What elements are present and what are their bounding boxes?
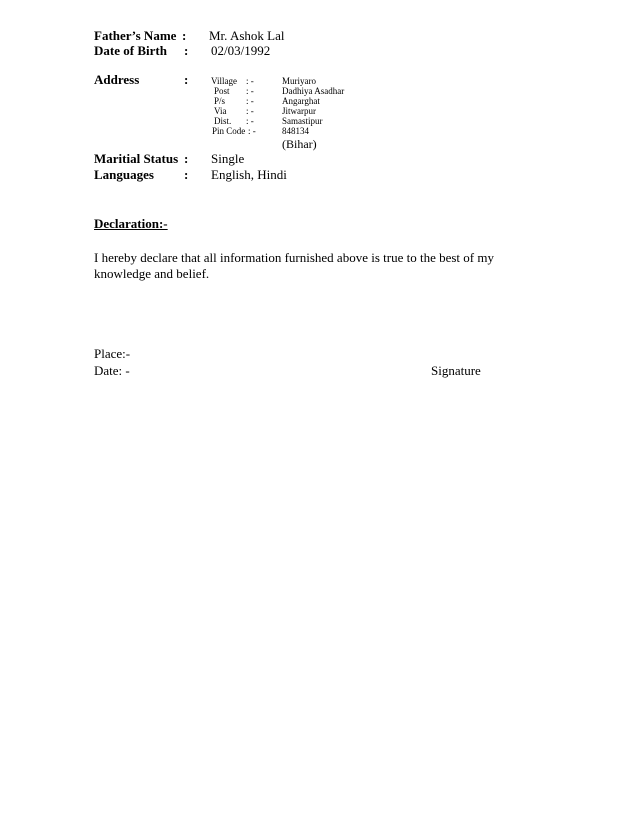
address-value-dist: Samastipur <box>282 116 323 126</box>
address-value-via: Jitwarpur <box>282 106 316 116</box>
address-sep-pincode: : - <box>248 126 256 136</box>
marital-status-label: Maritial Status <box>94 151 179 166</box>
address-key-ps: P/s <box>214 96 226 106</box>
fathers-name-label: Father’s Name <box>94 28 177 43</box>
address-key-dist: Dist. <box>214 116 232 126</box>
address-value-pincode: 848134 <box>282 126 309 136</box>
address-label: Address <box>94 72 140 87</box>
languages-colon: : <box>184 167 189 182</box>
address-colon: : <box>184 72 189 87</box>
languages-label: Languages <box>94 167 154 182</box>
address-value-post: Dadhiya Asadhar <box>282 86 345 96</box>
fathers-name-colon: : <box>182 28 187 43</box>
address-sep-village: : - <box>246 76 254 86</box>
languages-value: English, Hindi <box>211 167 287 182</box>
address-value-ps: Angarghat <box>282 96 320 106</box>
declaration-title: Declaration:- <box>94 216 168 231</box>
marital-status-colon: : <box>184 151 189 166</box>
signature-label: Signature <box>431 363 481 378</box>
address-value-village: Muriyaro <box>282 76 316 86</box>
address-key-post: Post <box>214 86 230 96</box>
declaration-text: I hereby declare that all information furnished above is true to the best of my knowledge and belief. <box>94 250 494 281</box>
address-sep-via: : - <box>246 106 254 116</box>
address-sep-post: : - <box>246 86 254 96</box>
address-state: (Bihar) <box>282 137 317 151</box>
date-of-birth-label: Date of Birth <box>94 43 167 58</box>
date-of-birth-colon: : <box>184 43 189 58</box>
marital-status-value: Single <box>211 151 245 166</box>
address-key-pincode: Pin Code <box>212 126 246 136</box>
date-label: Date: - <box>94 363 130 378</box>
place-label: Place:- <box>94 346 131 361</box>
address-key-village: Village <box>211 76 237 86</box>
address-key-via: Via <box>214 106 227 116</box>
date-of-birth-value: 02/03/1992 <box>211 43 271 58</box>
fathers-name-value: Mr. Ashok Lal <box>209 28 285 43</box>
address-sep-ps: : - <box>246 96 254 106</box>
address-sep-dist: : - <box>246 116 254 126</box>
